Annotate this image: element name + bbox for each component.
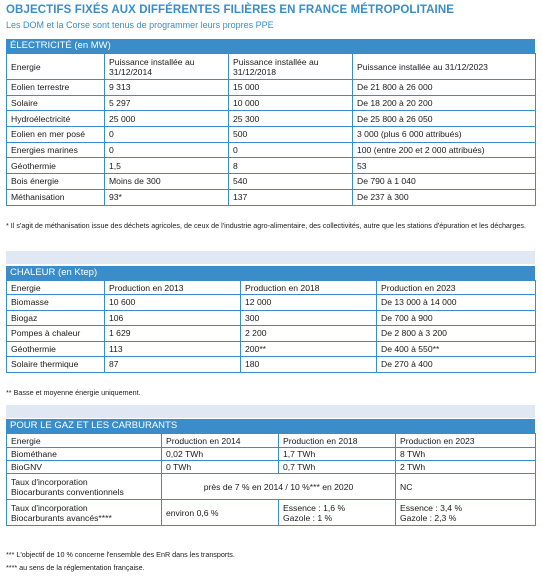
table-cell: 0 [105, 142, 229, 158]
table-cell: Bois énergie [7, 174, 105, 190]
table-row [7, 127, 536, 143]
col-header: Energie [7, 281, 105, 295]
table-cell: 9 313 [105, 80, 229, 96]
table-header-row [7, 54, 536, 80]
table-row [7, 80, 536, 96]
table-cell: BioGNV [7, 461, 162, 474]
note-methanisation: * Il s'agit de méthanisation issue des déchets agricoles, de ceux de l'industrie agro-alimentaire, des collectivités, autre que les stations d'épuration et les décharges. [6, 221, 526, 230]
table-cell: 200** [241, 341, 377, 357]
table-cell: De 18 200 à 20 200 [353, 95, 536, 111]
section-separator [6, 405, 535, 418]
table-row [7, 310, 536, 326]
table-cell: 0 [105, 127, 229, 143]
col-header: Production en 2023 [377, 281, 536, 295]
table-header-row [7, 281, 536, 295]
table-cell: 25 000 [105, 111, 229, 127]
table-cell: 12 000 [241, 295, 377, 311]
table-row [7, 500, 536, 526]
label-line: Biocarburants avancés**** [11, 512, 112, 523]
table-cell: 10 000 [229, 95, 353, 111]
table-electricite [6, 53, 536, 206]
page-title: OBJECTIFS FIXÉS AUX DIFFÉRENTES FILIÈRES EN FRANCE MÉTROPOLITAINE [6, 4, 455, 16]
value-line: Essence : 3,4 % [400, 502, 463, 513]
table-cell: 180 [241, 357, 377, 373]
note-geothermie: ** Basse et moyenne énergie uniquement. [6, 388, 141, 397]
table-cell: Energies marines [7, 142, 105, 158]
table-row [7, 474, 536, 500]
table-cell: Eolien terrestre [7, 80, 105, 96]
table-cell: De 2 800 à 3 200 [377, 326, 536, 342]
table-cell: De 270 à 400 [377, 357, 536, 373]
table-cell: 10 600 [105, 295, 241, 311]
table-cell: Biomasse [7, 295, 105, 311]
table-cell: Hydroélectricité [7, 111, 105, 127]
table-cell: De 790 à 1 040 [353, 174, 536, 190]
table-cell: 93* [105, 189, 229, 205]
table-row [7, 95, 536, 111]
table-cell: De 25 800 à 26 050 [353, 111, 536, 127]
table-cell: NC [396, 474, 536, 500]
table-gaz-carburants [6, 433, 536, 526]
table-cell: 15 000 [229, 80, 353, 96]
table-cell: Moins de 300 [105, 174, 229, 190]
table-cell: 0 TWh [162, 461, 279, 474]
table-row [7, 295, 536, 311]
table-cell: De 700 à 900 [377, 310, 536, 326]
col-header: Puissance installée au 31/12/2023 [353, 54, 536, 80]
table-cell: De 21 800 à 26 000 [353, 80, 536, 96]
table-cell: 500 [229, 127, 353, 143]
table-cell: Pompes à chaleur [7, 326, 105, 342]
label-line: Taux d'incorporation [11, 476, 88, 487]
note-reglementation: **** au sens de la réglementation française. [6, 563, 145, 572]
col-header: Production en 2018 [279, 434, 396, 448]
value-line: Gazole : 2,3 % [400, 512, 457, 523]
page-subtitle: Les DOM et la Corse sont tenus de programmer leurs propres PPE [6, 20, 274, 30]
table-cell: Solaire [7, 95, 105, 111]
section-header-electricite: ÉLECTRICITÉ (en MW) [6, 39, 535, 53]
table-row [7, 341, 536, 357]
table-cell: 113 [105, 341, 241, 357]
table-cell: 100 (entre 200 et 2 000 attribués) [353, 142, 536, 158]
table-row [7, 174, 536, 190]
table-cell: Géothermie [7, 158, 105, 174]
col-header: Production en 2014 [162, 434, 279, 448]
table-cell: 106 [105, 310, 241, 326]
table-cell: 0 [229, 142, 353, 158]
table-cell: 3 000 (plus 6 000 attribués) [353, 127, 536, 143]
table-cell: 1,7 TWh [279, 448, 396, 461]
table-cell: Solaire thermique [7, 357, 105, 373]
table-cell: 53 [353, 158, 536, 174]
table-cell [279, 500, 396, 526]
table-cell: 5 297 [105, 95, 229, 111]
value-line: Essence : 1,6 % [283, 502, 346, 513]
table-cell [396, 500, 536, 526]
table-row [7, 142, 536, 158]
table-row [7, 158, 536, 174]
table-row [7, 189, 536, 205]
section-separator [6, 251, 535, 264]
col-header: Energie [7, 434, 162, 448]
section-header-gaz: POUR LE GAZ ET LES CARBURANTS [6, 419, 535, 433]
table-cell: De 13 000 à 14 000 [377, 295, 536, 311]
col-header: Production en 2013 [105, 281, 241, 295]
table-cell: 2 TWh [396, 461, 536, 474]
table-cell: Biométhane [7, 448, 162, 461]
table-cell: 0,7 TWh [279, 461, 396, 474]
table-cell: De 400 à 550** [377, 341, 536, 357]
note-objectif-transports: *** L'objectif de 10 % concerne l'ensemble des EnR dans les transports. [6, 550, 235, 559]
col-header: Puissance installée au 31/12/2018 [229, 54, 353, 80]
col-header: Energie [7, 54, 105, 80]
section-header-chaleur: CHALEUR (en Ktep) [6, 266, 535, 280]
table-row [7, 111, 536, 127]
table-cell: Biogaz [7, 310, 105, 326]
table-cell-merged: près de 7 % en 2014 / 10 %*** en 2020 [162, 474, 396, 500]
table-cell: De 237 à 300 [353, 189, 536, 205]
table-cell: 137 [229, 189, 353, 205]
col-header: Production en 2023 [396, 434, 536, 448]
table-cell: 2 200 [241, 326, 377, 342]
table-cell: 87 [105, 357, 241, 373]
table-cell [7, 500, 162, 526]
table-cell: 1,5 [105, 158, 229, 174]
table-cell: 0,02 TWh [162, 448, 279, 461]
table-cell: 25 300 [229, 111, 353, 127]
table-cell: Méthanisation [7, 189, 105, 205]
value-line: Gazole : 1 % [283, 512, 333, 523]
col-header: Puissance installée au 31/12/2014 [105, 54, 229, 80]
table-cell: Eolien en mer posé [7, 127, 105, 143]
table-cell: 1 629 [105, 326, 241, 342]
table-row [7, 461, 536, 474]
table-row [7, 434, 536, 448]
table-cell: 300 [241, 310, 377, 326]
table-row [7, 357, 536, 373]
table-cell: 540 [229, 174, 353, 190]
table-cell [7, 474, 162, 500]
table-cell: 8 [229, 158, 353, 174]
col-header: Production en 2018 [241, 281, 377, 295]
label-line: Biocarburants conventionnels [11, 486, 124, 497]
table-row [7, 326, 536, 342]
label-line: Taux d'incorporation [11, 502, 88, 513]
table-row [7, 448, 536, 461]
table-cell: environ 0,6 % [162, 500, 279, 526]
table-chaleur [6, 280, 536, 373]
table-cell: 8 TWh [396, 448, 536, 461]
table-cell: Géothermie [7, 341, 105, 357]
